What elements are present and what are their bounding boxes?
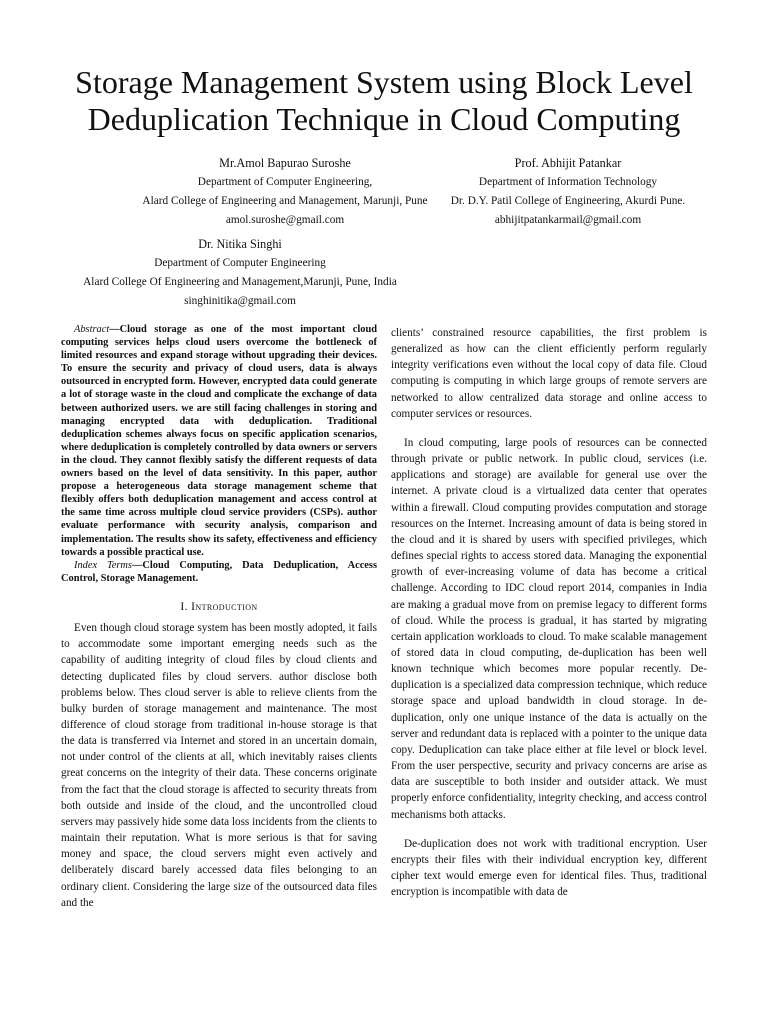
body-paragraph: De-duplication does not work with traditional encryption. User encrypts their files with their individual encryption key, different cipher text would emerge even for identical files. Thus, traditional encryption is incompatible with data de (391, 837, 707, 899)
author-email: singhinitika@gmail.com (184, 295, 296, 307)
author-name: Mr.Amol Bapurao Suroshe (219, 156, 351, 170)
author-institution: Alard College Of Engineering and Management,Marunji, Pune, India (83, 276, 397, 288)
right-column (391, 325, 707, 900)
author-block-3 (50, 234, 430, 311)
section-heading-introduction: I. Introduction (180, 600, 258, 613)
abstract (61, 323, 377, 559)
author-name: Dr. Nitika Singhi (198, 237, 282, 251)
author-institution: Dr. D.Y. Patil College of Engineering, Akurdi Pune. (450, 195, 686, 207)
abstract-text: —Cloud storage as one of the most important cloud computing services helps cloud users overcome the bottleneck of limited resources and expand storage without upgrading their devices. To ensure the security and privacy of cloud users, data is always outsourced in encrypted form. However, encrypted data could generate a lot of storage waste in the cloud and complicate the exchange of data between authorized users. we are still facing challenges in storing and managing encrypted data with deduplication. Traditional deduplication schemes always focus on specific application scenarios, where deduplication is completely controlled by data owners or servers in the cloud. They cannot flexibly satisfy the different requests of data owners based on the level of data sensitivity. In this paper, author propose a heterogeneous data storage management scheme that flexibly offers both deduplication management and access control at the same time across multiple cloud service providers (CSPs). author evaluate performance with security analysis, comparison and implementation. The results show its safety, effectiveness and efficiency towards a possible practical use. (61, 324, 377, 558)
left-column (61, 323, 377, 911)
body-paragraph: Even though cloud storage system has been mostly adopted, it fails to accommodate some important emerging needs such as the capability of auditing integrity of cloud files by cloud clients and detecting duplicated files by cloud servers. author disclose both problems below. Thes cloud server is able to relieve clients from the bulky burden of storage management and maintenance. The most difference of cloud storage from traditional in-house storage is that the data is transferred via Internet and stored in an uncertain domain, not under control of the clients at all, which inevitably raises clients great concerns on the integrity of their data. These concerns originate from the fact that the cloud storage is affected to security threats from both outside and inside of the cloud, and the uncontrolled cloud servers may passively hide some data loss incidents from the clients to maintain their reputation. What is more serious is that for saving money and space, the cloud servers might even actively and deliberately discard barely accessed data files belonging to an ordinary client. Considering the large size of the outsourced data files and the (61, 622, 377, 909)
index-terms-text: —Cloud Computing, Data Deduplication, Access Control, Storage Management. (61, 559, 377, 584)
body-paragraph: In cloud computing, large pools of resources can be connected through private or public network. In public cloud, services (i.e. applications and storage) are available for general use over the internet. A private cloud is a virtualized data center that operates within a firewall. Cloud computing provides computation and storage resources on the Internet. Increasing amount of data is being stored in the cloud and it is shared by users with specified privileges, which defines special rights to access stored data. Managing the exponential growth of ever-increasing volume of data has become a critical challenge. According to IDC cloud report 2014, companies in India are making a gradual move from on premise legacy to different forms of cloud. While the process is gradual, it has started by migrating certain application workloads to cloud. To make scalable management of stored data in cloud computing, de-duplication has been well known technique which becomes more popular recently. De-duplication is a specialized data compression technique, which reduce storage space and upload bandwidth in cloud storage. In de-duplication, only one unique instance of the data is actually on the server and redundant data is replaced with a pointer to the unique data copy. Deduplication can take place either at file level or block level. From the user perspective, security and privacy concerns are arise as data are susceptible to both insider and outsider attack. We must properly enforce confidentiality, integrity checking, and access control mechanisms both attacks. (391, 436, 707, 821)
author-department: Department of Computer Engineering, (197, 176, 373, 188)
index-terms (61, 559, 377, 585)
paper-title: Storage Management System using Block Level Deduplication Technique in Cloud Computing (75, 64, 693, 137)
index-terms-label: Index Terms (74, 559, 132, 571)
author-department: Department of Information Technology (478, 176, 658, 188)
author-institution: Alard College of Engineering and Management, Marunji, Pune (142, 195, 428, 207)
author-department: Department of Computer Engineering (154, 257, 326, 269)
abstract-label: Abstract (74, 324, 110, 335)
author-email: amol.suroshe@gmail.com (225, 214, 345, 226)
body-paragraph: clients’ constrained resource capabilities, the first problem is generalized as how can the client efficiently perform regularly integrity verifications even without the local copy of data file. Cloud computing is computing in which large groups of remote servers are networked to allow centralized data storage and online access to computer services or resources. (391, 327, 707, 420)
author-name: Prof. Abhijit Patankar (514, 156, 622, 170)
author-block-2 (428, 153, 708, 230)
author-email: abhijitpatankarmail@gmail.com (494, 214, 642, 226)
